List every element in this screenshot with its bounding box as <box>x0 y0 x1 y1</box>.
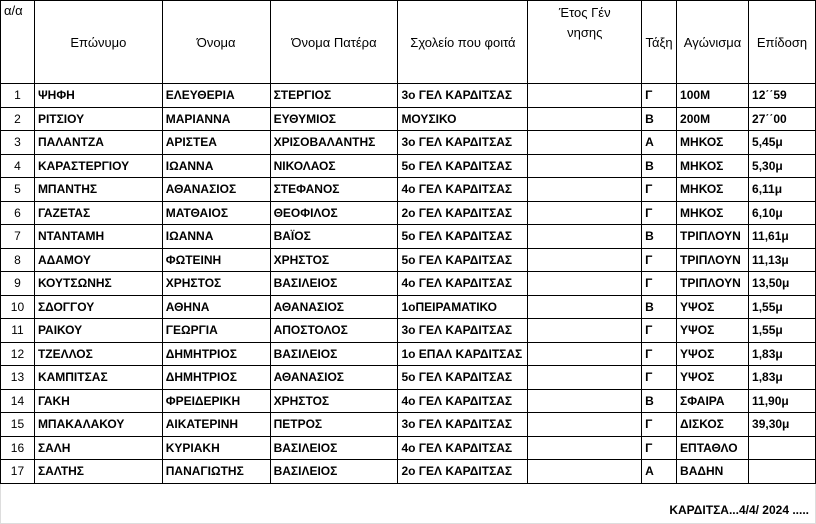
cell-performance: 12΄΄59 <box>749 84 816 108</box>
cell-father: ΝΙΚΟΛΑΟΣ <box>270 154 398 178</box>
cell-event: ΜΗΚΟΣ <box>677 178 749 202</box>
header-school: Σχολείο που φοιτά <box>398 1 528 84</box>
cell-year <box>528 272 642 296</box>
cell-surname: ΨΗΦΗ <box>34 84 162 108</box>
cell-year <box>528 342 642 366</box>
cell-event: ΥΨΟΣ <box>677 342 749 366</box>
cell-surname: ΚΑΡΑΣΤΕΡΓΙΟΥ <box>34 154 162 178</box>
cell-name: ΦΡΕΙΔΕΡΙΚΗ <box>162 389 270 413</box>
cell-year <box>528 295 642 319</box>
table-row <box>1 342 816 366</box>
table-row <box>1 436 816 460</box>
cell-surname: ΑΔΑΜΟΥ <box>34 248 162 272</box>
table-body <box>1 84 816 484</box>
cell-performance: 13,50μ <box>749 272 816 296</box>
cell-performance: 5,30μ <box>749 154 816 178</box>
cell-surname: ΚΑΜΠΙΤΣΑΣ <box>34 366 162 390</box>
cell-grade: Β <box>642 295 677 319</box>
table-row <box>1 366 816 390</box>
cell-school: 4ο ΓΕΛ ΚΑΡΔΙΤΣΑΣ <box>398 178 528 202</box>
cell-father: ΒΑΣΙΛΕΙΟΣ <box>270 460 398 484</box>
cell-grade: Γ <box>642 201 677 225</box>
cell-event: ΔΙΣΚΟΣ <box>677 413 749 437</box>
cell-year <box>528 131 642 155</box>
cell-father: ΣΤΕΦΑΝΟΣ <box>270 178 398 202</box>
cell-name: ΑΙΚΑΤΕΡΙΝΗ <box>162 413 270 437</box>
cell-aa: 7 <box>1 225 35 249</box>
cell-event: ΜΗΚΟΣ <box>677 201 749 225</box>
cell-school: 4ο ΓΕΛ ΚΑΡΔΙΤΣΑΣ <box>398 436 528 460</box>
cell-school: 5ο ΓΕΛ ΚΑΡΔΙΤΣΑΣ <box>398 225 528 249</box>
cell-father: ΑΠΟΣΤΟΛΟΣ <box>270 319 398 343</box>
cell-aa: 12 <box>1 342 35 366</box>
cell-school: 4ο ΓΕΛ ΚΑΡΔΙΤΣΑΣ <box>398 389 528 413</box>
cell-aa: 10 <box>1 295 35 319</box>
cell-performance: 1,83μ <box>749 366 816 390</box>
cell-school: 1ο ΕΠΑΛ ΚΑΡΔΙΤΣΑΣ <box>398 342 528 366</box>
cell-father: ΣΤΕΡΓΙΟΣ <box>270 84 398 108</box>
header-birth-year <box>528 1 642 84</box>
cell-grade: Β <box>642 154 677 178</box>
cell-performance: 5,45μ <box>749 131 816 155</box>
cell-school: 5ο ΓΕΛ ΚΑΡΔΙΤΣΑΣ <box>398 154 528 178</box>
table-row <box>1 154 816 178</box>
cell-event: 200Μ <box>677 107 749 131</box>
table-row <box>1 413 816 437</box>
cell-grade: Γ <box>642 248 677 272</box>
table-row <box>1 319 816 343</box>
table-row <box>1 178 816 202</box>
cell-name: ΔΗΜΗΤΡΙΟΣ <box>162 366 270 390</box>
cell-grade: Γ <box>642 84 677 108</box>
header-event: Αγώνισμα <box>677 1 749 84</box>
cell-aa: 16 <box>1 436 35 460</box>
cell-school: 3ο ΓΕΛ ΚΑΡΔΙΤΣΑΣ <box>398 131 528 155</box>
cell-school: 3ο ΓΕΛ ΚΑΡΔΙΤΣΑΣ <box>398 413 528 437</box>
footer-date: ΚΑΡΔΙΤΣΑ...4/4/ 2024 ..... <box>1 483 816 523</box>
cell-father: ΒΑΣΙΛΕΙΟΣ <box>270 272 398 296</box>
cell-school: 5ο ΓΕΛ ΚΑΡΔΙΤΣΑΣ <box>398 248 528 272</box>
cell-performance: 11,13μ <box>749 248 816 272</box>
cell-aa: 11 <box>1 319 35 343</box>
cell-performance: 1,55μ <box>749 319 816 343</box>
cell-grade: Β <box>642 225 677 249</box>
cell-event: ΤΡΙΠΛΟΥΝ <box>677 272 749 296</box>
cell-aa: 4 <box>1 154 35 178</box>
cell-school: 2ο ΓΕΛ ΚΑΡΔΙΤΣΑΣ <box>398 460 528 484</box>
cell-performance: 1,55μ <box>749 295 816 319</box>
cell-year <box>528 366 642 390</box>
cell-surname: ΓΑΖΕΤΑΣ <box>34 201 162 225</box>
cell-grade: Γ <box>642 178 677 202</box>
cell-name: ΠΑΝΑΓΙΩΤΗΣ <box>162 460 270 484</box>
cell-name: ΚΥΡΙΑΚΗ <box>162 436 270 460</box>
cell-school: 5ο ΓΕΛ ΚΑΡΔΙΤΣΑΣ <box>398 366 528 390</box>
header-name: Όνομα <box>162 1 270 84</box>
cell-event: ΤΡΙΠΛΟΥΝ <box>677 225 749 249</box>
cell-year <box>528 107 642 131</box>
cell-performance: 11,61μ <box>749 225 816 249</box>
cell-year <box>528 319 642 343</box>
table-row <box>1 84 816 108</box>
cell-surname: ΠΑΛΑΝΤΖΑ <box>34 131 162 155</box>
cell-event: ΣΦΑΙΡΑ <box>677 389 749 413</box>
cell-name: ΑΘΑΝΑΣΙΟΣ <box>162 178 270 202</box>
footer-row <box>1 483 816 523</box>
table-row <box>1 272 816 296</box>
cell-grade: Β <box>642 389 677 413</box>
cell-school: 3ο ΓΕΛ ΚΑΡΔΙΤΣΑΣ <box>398 84 528 108</box>
cell-event: 100Μ <box>677 84 749 108</box>
table-row <box>1 295 816 319</box>
cell-name: ΜΑΡΙΑΝΝΑ <box>162 107 270 131</box>
table-row <box>1 460 816 484</box>
cell-surname: ΓΑΚΗ <box>34 389 162 413</box>
cell-father: ΕΥΘΥΜΙΟΣ <box>270 107 398 131</box>
cell-name: ΓΕΩΡΓΙΑ <box>162 319 270 343</box>
cell-name: ΙΩΑΝΝΑ <box>162 154 270 178</box>
cell-performance: 39,30μ <box>749 413 816 437</box>
cell-name: ΜΑΤΘΑΙΟΣ <box>162 201 270 225</box>
table-row <box>1 248 816 272</box>
cell-surname: ΣΔΟΓΓΟΥ <box>34 295 162 319</box>
cell-father: ΧΡΗΣΤΟΣ <box>270 389 398 413</box>
table-row <box>1 389 816 413</box>
cell-father: ΑΘΑΝΑΣΙΟΣ <box>270 295 398 319</box>
header-performance: Επίδοση <box>749 1 816 84</box>
cell-school: 3ο ΓΕΛ ΚΑΡΔΙΤΣΑΣ <box>398 319 528 343</box>
cell-event: ΒΑΔΗΝ <box>677 460 749 484</box>
cell-school: ΜΟΥΣΙΚΟ <box>398 107 528 131</box>
cell-performance: 6,11μ <box>749 178 816 202</box>
header-row <box>1 1 816 84</box>
table-row <box>1 225 816 249</box>
cell-aa: 6 <box>1 201 35 225</box>
cell-school: 1οΠΕΙΡΑΜΑΤΙΚΟ <box>398 295 528 319</box>
cell-surname: ΣΑΛΤΗΣ <box>34 460 162 484</box>
cell-performance <box>749 460 816 484</box>
cell-aa: 14 <box>1 389 35 413</box>
cell-father: ΠΕΤΡΟΣ <box>270 413 398 437</box>
cell-surname: ΜΠΑΝΤΗΣ <box>34 178 162 202</box>
cell-aa: 5 <box>1 178 35 202</box>
cell-year <box>528 84 642 108</box>
cell-event: ΥΨΟΣ <box>677 319 749 343</box>
cell-grade: Β <box>642 107 677 131</box>
cell-event: ΜΗΚΟΣ <box>677 131 749 155</box>
cell-performance: 27΄΄00 <box>749 107 816 131</box>
table-row <box>1 201 816 225</box>
cell-performance: 6,10μ <box>749 201 816 225</box>
header-birth-year-text: Έτος Γέννησης <box>558 5 611 40</box>
cell-performance: 11,90μ <box>749 389 816 413</box>
cell-surname: ΡΑΙΚΟΥ <box>34 319 162 343</box>
cell-surname: ΤΖΕΛΛΟΣ <box>34 342 162 366</box>
cell-year <box>528 248 642 272</box>
cell-name: ΑΘΗΝΑ <box>162 295 270 319</box>
cell-year <box>528 413 642 437</box>
cell-name: ΔΗΜΗΤΡΙΟΣ <box>162 342 270 366</box>
cell-father: ΑΘΑΝΑΣΙΟΣ <box>270 366 398 390</box>
cell-year <box>528 436 642 460</box>
cell-year <box>528 178 642 202</box>
cell-grade: Γ <box>642 436 677 460</box>
cell-name: ΑΡΙΣΤΕΑ <box>162 131 270 155</box>
cell-surname: ΡΙΤΣΙΟΥ <box>34 107 162 131</box>
cell-name: ΙΩΑΝΝΑ <box>162 225 270 249</box>
cell-father: ΧΡΗΣΤΟΣ <box>270 248 398 272</box>
header-aa: α/α <box>1 1 35 84</box>
cell-aa: 17 <box>1 460 35 484</box>
cell-father: ΒΑΪΟΣ <box>270 225 398 249</box>
cell-grade: Γ <box>642 413 677 437</box>
cell-father: ΒΑΣΙΛΕΙΟΣ <box>270 436 398 460</box>
cell-name: ΧΡΗΣΤΟΣ <box>162 272 270 296</box>
header-surname: Επώνυμο <box>34 1 162 84</box>
cell-year <box>528 201 642 225</box>
cell-school: 2ο ΓΕΛ ΚΑΡΔΙΤΣΑΣ <box>398 201 528 225</box>
cell-aa: 13 <box>1 366 35 390</box>
cell-grade: Α <box>642 460 677 484</box>
header-father-name: Όνομα Πατέρα <box>270 1 398 84</box>
cell-aa: 1 <box>1 84 35 108</box>
cell-surname: ΣΑΛΗ <box>34 436 162 460</box>
cell-aa: 2 <box>1 107 35 131</box>
cell-event: ΥΨΟΣ <box>677 295 749 319</box>
cell-aa: 15 <box>1 413 35 437</box>
cell-event: ΥΨΟΣ <box>677 366 749 390</box>
table-row <box>1 107 816 131</box>
cell-aa: 8 <box>1 248 35 272</box>
cell-father: ΒΑΣΙΛΕΙΟΣ <box>270 342 398 366</box>
cell-grade: Γ <box>642 366 677 390</box>
cell-aa: 3 <box>1 131 35 155</box>
cell-grade: Γ <box>642 272 677 296</box>
cell-event: ΤΡΙΠΛΟΥΝ <box>677 248 749 272</box>
cell-year <box>528 460 642 484</box>
cell-performance <box>749 436 816 460</box>
cell-grade: Γ <box>642 342 677 366</box>
cell-surname: ΚΟΥΤΣΩΝΗΣ <box>34 272 162 296</box>
cell-grade: Γ <box>642 319 677 343</box>
cell-year <box>528 154 642 178</box>
cell-event: ΜΗΚΟΣ <box>677 154 749 178</box>
cell-school: 4ο ΓΕΛ ΚΑΡΔΙΤΣΑΣ <box>398 272 528 296</box>
table-row <box>1 131 816 155</box>
cell-father: ΧΡΙΣΟΒΑΛΑΝΤΗΣ <box>270 131 398 155</box>
cell-name: ΕΛΕΥΘΕΡΙΑ <box>162 84 270 108</box>
cell-name: ΦΩΤΕΙΝΗ <box>162 248 270 272</box>
cell-year <box>528 389 642 413</box>
cell-performance: 1,83μ <box>749 342 816 366</box>
cell-event: ΕΠΤΑΘΛΟ <box>677 436 749 460</box>
cell-year <box>528 225 642 249</box>
cell-aa: 9 <box>1 272 35 296</box>
header-grade: Τάξη <box>642 1 677 84</box>
cell-surname: ΜΠΑΚΑΛΑΚΟΥ <box>34 413 162 437</box>
cell-grade: Α <box>642 131 677 155</box>
cell-father: ΘΕΟΦΙΛΟΣ <box>270 201 398 225</box>
cell-surname: ΝΤΑΝΤΑΜΗ <box>34 225 162 249</box>
